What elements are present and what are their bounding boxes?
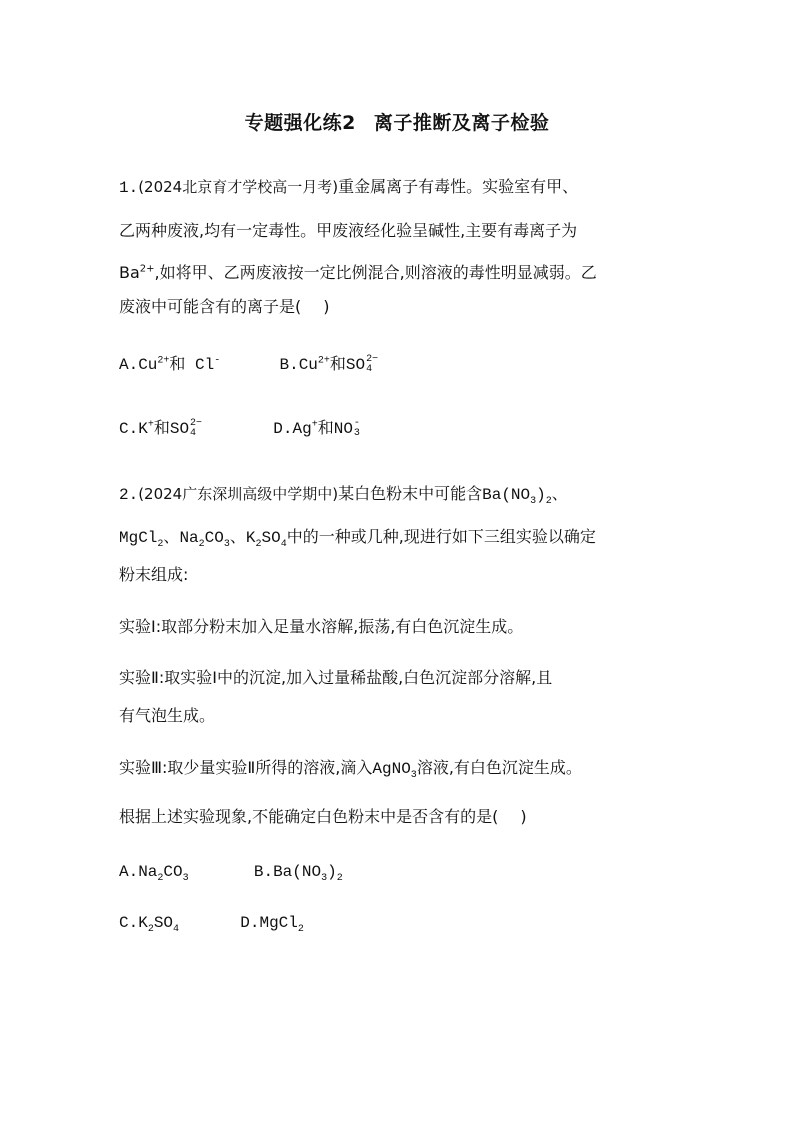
q2-exp2a [119, 667, 552, 689]
q2-stem-3: 粉末组成: [119, 565, 189, 584]
q2-sep: 、 [229, 527, 246, 546]
q1-stem-1: 重金属离子有毒性。实验室有甲、 [338, 177, 579, 196]
q1-option-c[interactable]: C.K+和SO 2− 4 [119, 417, 203, 439]
q2-option-d[interactable]: D.MgCl$_2$ [240, 914, 304, 936]
q2-experiment-2a: 实验Ⅱ:取实验Ⅰ中的沉淀,加入过量稀盐酸,白色沉淀部分溶解,且 [119, 668, 553, 687]
q2-line2 [119, 526, 596, 549]
q2-sep: 、 [163, 527, 180, 546]
q1-options-cd [119, 417, 360, 440]
q2-number: 2. [119, 486, 139, 504]
q1-stem-3: ,如将甲、乙两废液按一定比例混合,则溶液的毒性明显减弱。乙 [154, 263, 597, 282]
title-topic: 离子推断及离子检验 [373, 112, 550, 134]
q1-ba-charge: 2+ [139, 263, 155, 275]
q1-paren-close: ) [323, 297, 330, 316]
q1-line1 [119, 176, 578, 199]
q2-line1 [119, 483, 568, 506]
q2-stem-1: 某白色粉末中可能含 [338, 484, 483, 503]
q2-formula-mg: MgCl$_2$ [119, 529, 164, 551]
q1-stem-4: 废液中可能含有的离子是( [119, 297, 302, 316]
q2-stem-2: 中的一种或几种,现进行如下三组实验以确定 [286, 527, 596, 546]
q1-line3 [119, 262, 597, 284]
q2-experiment-1: 实验Ⅰ:取部分粉末加入足量水溶解,振荡,有白色沉淀生成。 [119, 617, 524, 636]
q2-options-cd [119, 912, 304, 934]
q1-option-b[interactable]: $B.Cu^{2+}$和SO 2− 4 [279, 353, 379, 375]
q2-option-c[interactable]: $C.K_2SO_4$ [119, 914, 180, 936]
q2-experiment-2b: 有气泡生成。 [119, 706, 216, 725]
q2-formula-ba: $Ba(NO_3)_2$ [482, 486, 552, 508]
q1-line4 [119, 296, 330, 318]
q2-option-a[interactable]: $A.Na_2CO_3$ [119, 863, 189, 885]
q1-ba-ion: Ba [119, 263, 140, 282]
q2-exp1 [119, 616, 523, 638]
q1-stem-2: 乙两种废液,均有一定毒性。甲废液经化验呈碱性,主要有毒离子为 [119, 221, 578, 240]
q2-option-b[interactable]: $B.Ba(NO_3)_2$ [253, 863, 343, 885]
q1-option-d[interactable]: D.Ag+和NO - 3 [273, 417, 360, 439]
q2-exp2b [119, 705, 215, 727]
q2-source: (2024广东深圳高级中学期中) [138, 485, 339, 503]
q2-exp3 [119, 757, 582, 780]
q2-experiment-3b: 溶液,有白色沉淀生成。 [416, 758, 582, 777]
q2-experiment-3a: 实验Ⅲ:取少量实验Ⅱ所得的溶液,滴入 [119, 758, 373, 777]
page-title [0, 108, 794, 135]
q1-line2 [119, 220, 577, 242]
title-label: 专题强化练2 [244, 112, 356, 134]
q2-options-ab [119, 861, 343, 883]
q2-sep: 、 [551, 484, 568, 503]
q2-line3 [119, 564, 188, 586]
q1-number: 1. [119, 179, 139, 197]
q2-question: 根据上述实验现象,不能确定白色粉末中是否含有的是( [119, 807, 499, 826]
q2-ask [119, 806, 527, 828]
q2-formula-agno3: AgNO$_3$ [372, 760, 417, 782]
q1-source: (2024北京育才学校高一月考) [138, 178, 339, 196]
q2-paren-close: ) [520, 807, 527, 826]
q2-formula-k: $K_2SO_4$ [245, 529, 287, 551]
q2-formula-na: $Na_2CO_3$ [179, 529, 230, 551]
q1-options-ab [119, 353, 378, 376]
q1-option-a[interactable]: $A.Cu^{2+}$和 Cl- [119, 354, 221, 374]
